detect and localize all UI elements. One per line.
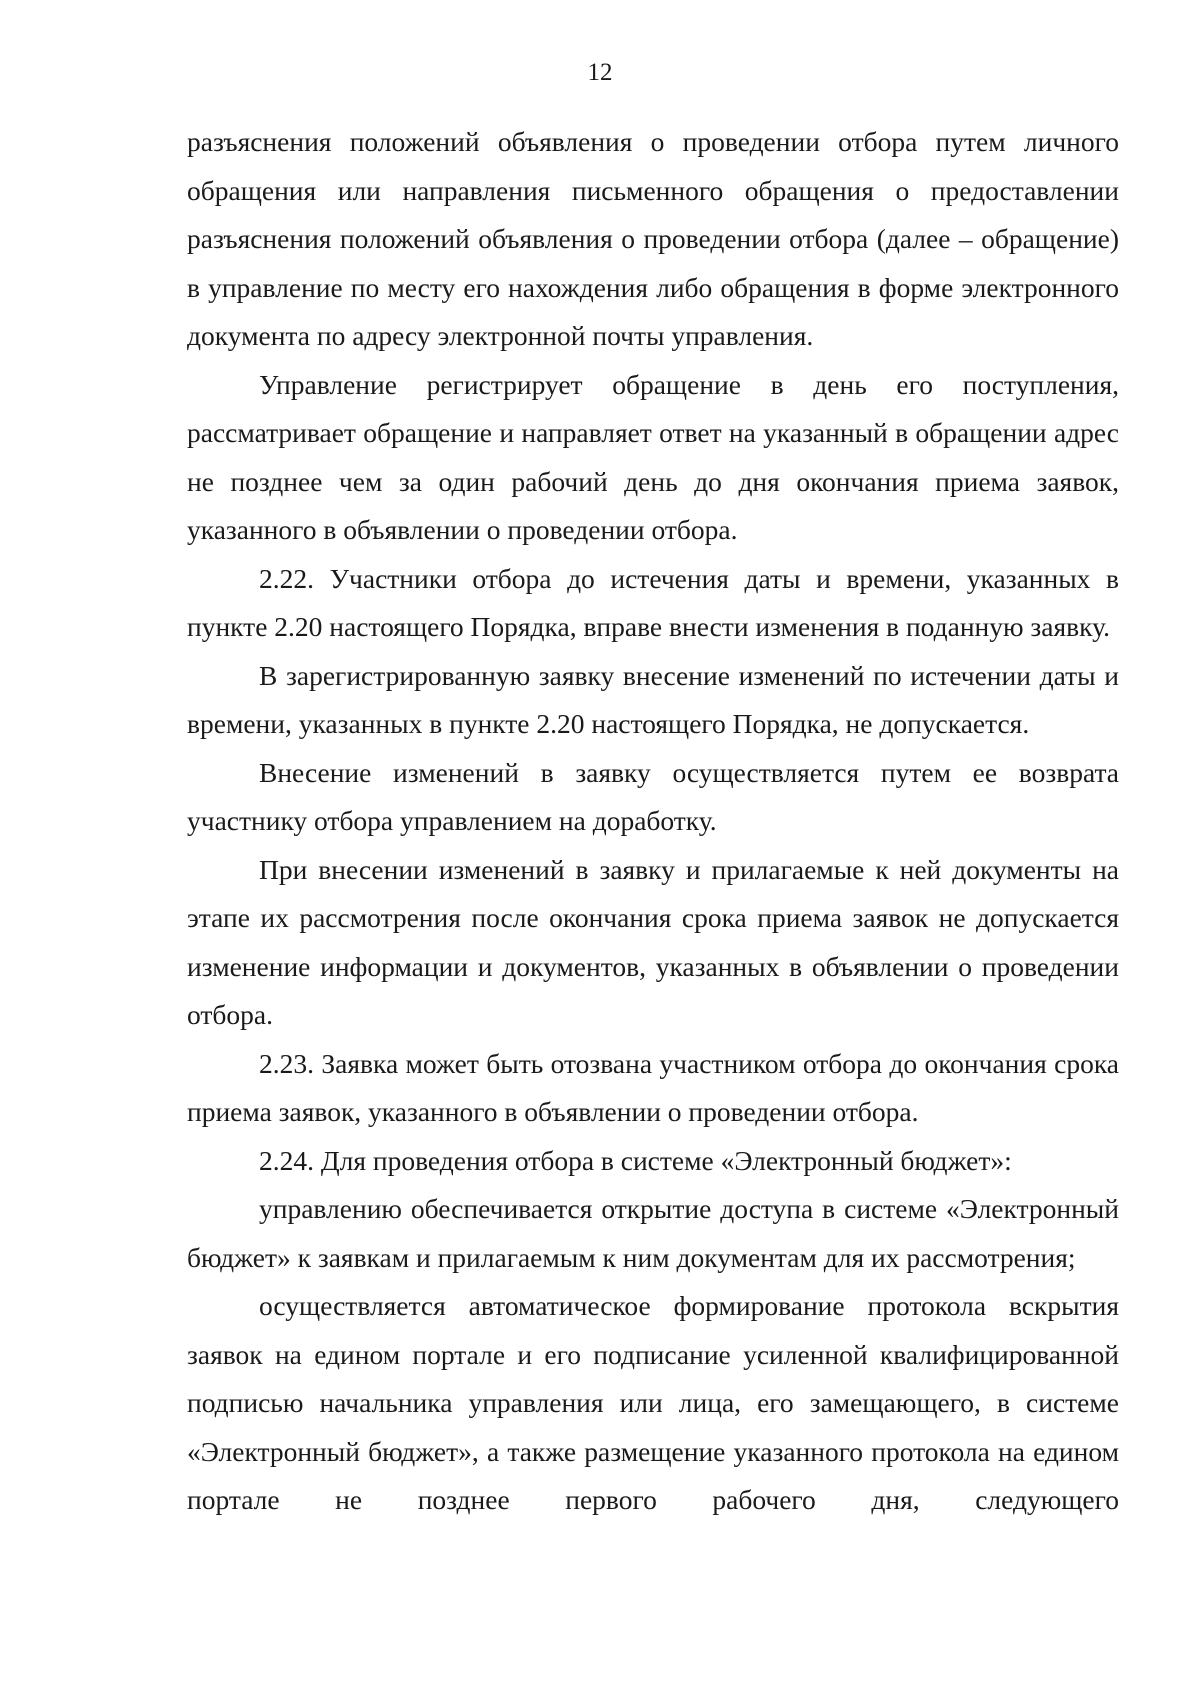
paragraph-2-24: 2.24. Для проведения отбора в системе «Электронный бюджет»:	[259, 1144, 1012, 1176]
paragraph-access-opening: управлению обеспечивается открытие доступа в системе «Электронный бюджет» к заявкам и прилагаемым к ним документам для их рассмотрения;	[187, 1193, 1119, 1273]
page-number: 12	[587, 59, 613, 86]
paragraph-registered-application: В зарегистрированную заявку внесение изменений по истечении даты и времени, указанных в пункте 2.20 настоящего Порядка, не допускается.	[187, 659, 1119, 739]
paragraph-registration: Управление регистрирует обращение в день его поступления, рассматривает обращение и направляет ответ на указанный в обращении адрес не позднее чем за один рабочий день до дня окончания приема заявок, указанного в объявлении о проведении отбора.	[187, 368, 1119, 545]
document-body	[187, 118, 1119, 1525]
paragraph-changes-review-stage: При внесении изменений в заявку и прилагаемые к ней документы на этапе их рассмотрения после окончания срока приема заявок не допускается изменение информации и документов, указанных в объявлении о проведении отбора.	[187, 853, 1119, 1030]
paragraph-2-23: 2.23. Заявка может быть отозвана участником отбора до окончания срока приема заявок, указанного в объявлении о проведении отбора.	[187, 1047, 1119, 1127]
paragraph-protocol-formation: осуществляется автоматическое формирование протокола вскрытия заявок на едином портале и его подписание усиленной квалифицированной подписью начальника управления или лица, его замещающего, в системе «Электронный бюджет», а также размещение указанного протокола на едином портале не позднее первого рабочего дня, следующего	[187, 1290, 1119, 1515]
paragraph-changes-procedure: Внесение изменений в заявку осуществляется путем ее возврата участнику отбора управлением на доработку.	[187, 756, 1119, 836]
paragraph-2-22: 2.22. Участники отбора до истечения даты и времени, указанных в пункте 2.20 настоящего Порядка, вправе внести изменения в поданную заявку.	[187, 562, 1119, 642]
paragraph-continuation: разъяснения положений объявления о проведении отбора путем личного обращения или направления письменного обращения о предоставлении разъяснения положений объявления о проведении отбора (далее – обращение) в управление по месту его нахождения либо обращения в форме электронного документа по адресу электронной почты управления.	[187, 126, 1119, 351]
